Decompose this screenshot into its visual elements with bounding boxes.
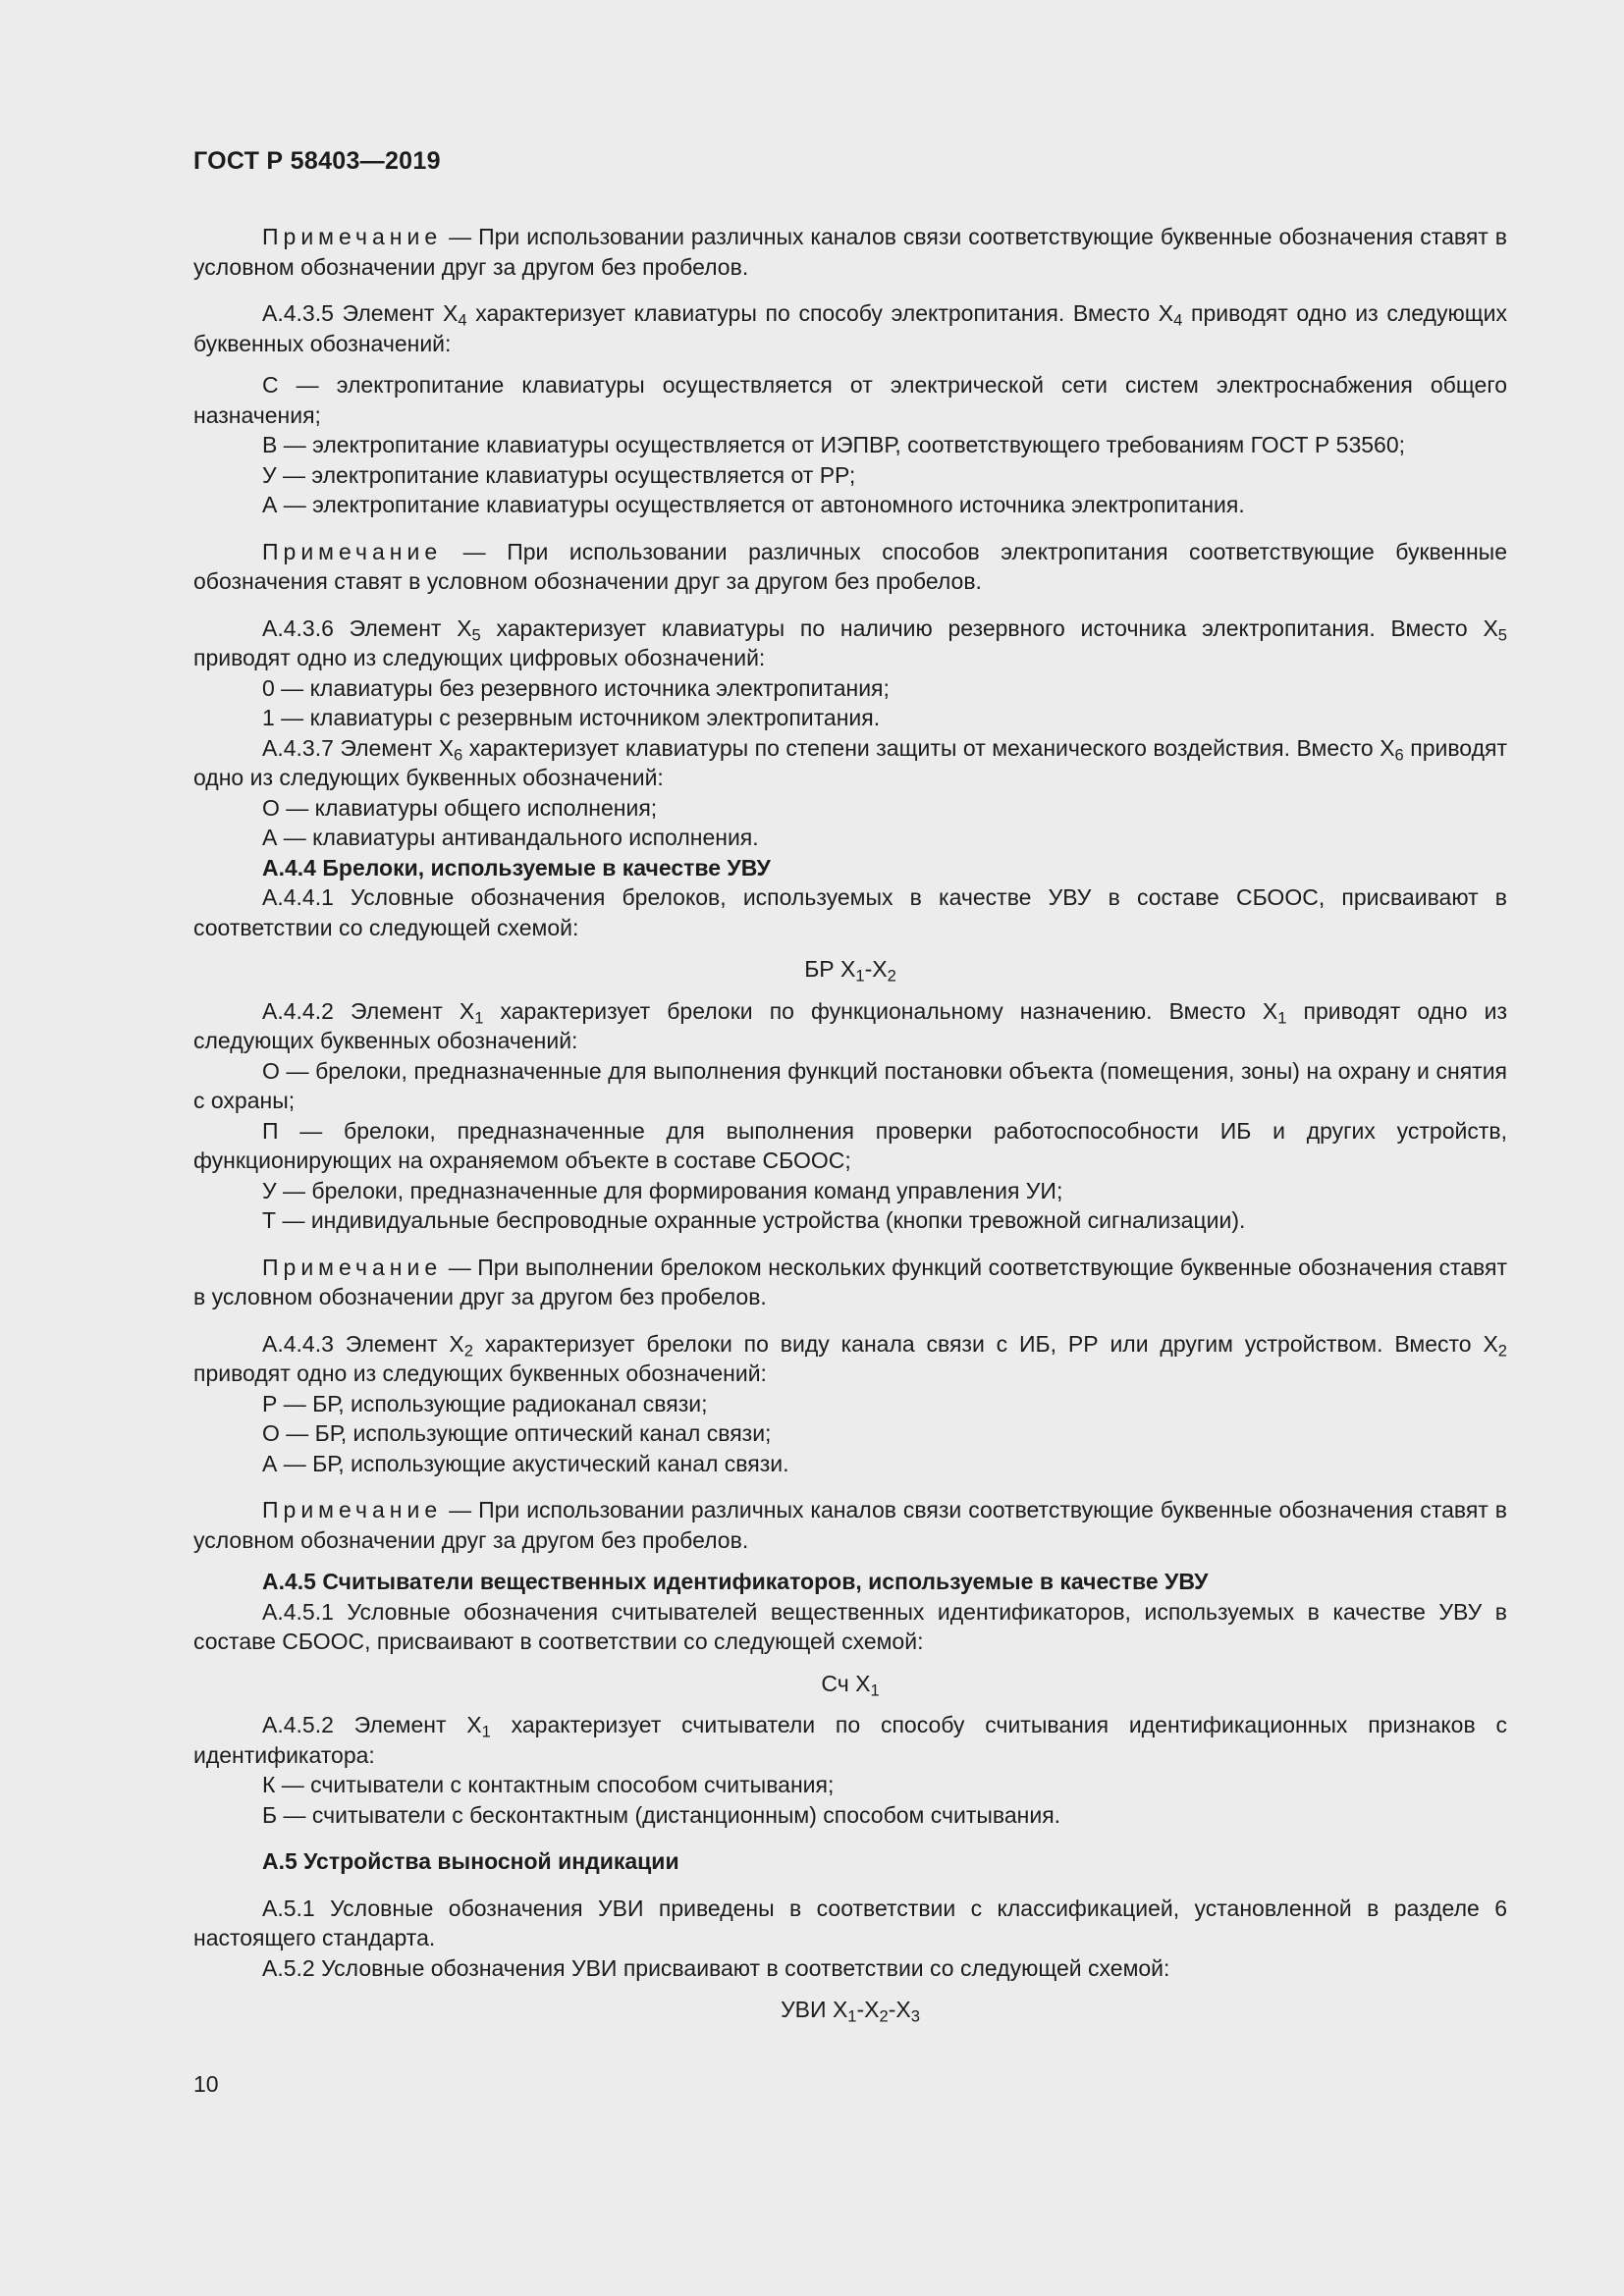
- clause-a443: А.4.4.3 Элемент $X_2$ характеризует брелоки по виду канала связи с ИБ, РР или другим устройством. Вместо $X_2$ приводят одно из следующих буквенных обозначений:: [193, 1330, 1507, 1386]
- note-label: Примечание: [262, 1254, 443, 1280]
- list-item: 1 — клавиатуры с резервным источником электропитания.: [262, 705, 881, 730]
- note-text: — При использовании различных способов электропитания соответствующие буквенные обозначения ставят в условном обозначении друг за другом без пробелов.: [193, 538, 1507, 594]
- document-body: [193, 222, 1507, 2025]
- note-paragraph: [193, 537, 1507, 597]
- list-item: О — брелоки, предназначенные для выполнения функций постановки объекта (помещения, зоны) на охрану и снятия с охраны;: [193, 1057, 1507, 1113]
- clause-a451: А.4.5.1 Условные обозначения считывателей вещественных идентификаторов, используемых в качестве УВУ в составе СБООС, присваивают в соответствии со следующей схемой:: [193, 1598, 1507, 1654]
- list-item: В — электропитание клавиатуры осуществляется от ИЭПВР, соответствующего требованиям ГОСТ Р 53560;: [262, 432, 1406, 457]
- list-item: Б — считыватели с бесконтактным (дистанционным) способом считывания.: [262, 1801, 1061, 1828]
- document-id-header: ГОСТ Р 58403—2019: [193, 147, 441, 175]
- list-item: О — клавиатуры общего исполнения;: [262, 794, 658, 821]
- list-item: Р — БР, использующие радиоканал связи;: [262, 1390, 708, 1416]
- list-item: А — клавиатуры антивандального исполнения.: [262, 825, 759, 850]
- note-paragraph: [193, 222, 1507, 282]
- note-paragraph: [193, 1253, 1507, 1312]
- note-label: Примечание: [262, 224, 443, 249]
- section-heading-a45: А.4.5 Считыватели вещественных идентификаторов, используемые в качестве УВУ: [262, 1569, 1209, 1594]
- clause-a51: А.5.1 Условные обозначения УВИ приведены в соответствии с классификацией, установленной в разделе 6 настоящего стандарта.: [193, 1895, 1507, 1950]
- list-item: П — брелоки, предназначенные для выполнения проверки работоспособности ИБ и других устройств, функционирующих на охраняемом объекте в составе СБООС;: [193, 1117, 1507, 1173]
- list-item: О — БР, использующие оптический канал связи;: [262, 1420, 772, 1446]
- clause-a442: А.4.4.2 Элемент $X_1$ характеризует брелоки по функциональному назначению. Вместо $X_1$ приводят одно из следующих буквенных обозначений:: [193, 997, 1507, 1053]
- clause-a436: А.4.3.6 Элемент $X_5$ характеризует клавиатуры по наличию резервного источника электропитания. Вместо $X_5$ приводят одно из следующих цифровых обозначений:: [193, 614, 1507, 670]
- page-number: 10: [193, 2071, 219, 2097]
- list-item: А — БР, использующие акустический канал связи.: [262, 1450, 789, 1476]
- clause-a437: А.4.3.7 Элемент $X_6$ характеризует клавиатуры по степени защиты от механического воздействия. Вместо $X_6$ приводят одно из следующих буквенных обозначений:: [193, 734, 1507, 790]
- note-text: — При использовании различных каналов связи соответствующие буквенные обозначения ставят в условном обозначении друг за другом без пробелов.: [193, 224, 1507, 280]
- list-item: С — электропитание клавиатуры осуществляется от электрической сети систем электроснабжения общего назначения;: [193, 372, 1507, 428]
- clause-a441: А.4.4.1 Условные обозначения брелоков, используемых в качестве УВУ в составе СБООС, присваивают в соответствии со следующей схемой:: [193, 884, 1507, 940]
- list-item: К — считыватели с контактным способом считывания;: [262, 1772, 835, 1797]
- formula-sch: Сч $X_1$: [821, 1670, 880, 1700]
- formula-uvi: УВИ $X_1-X_2-X_3$: [781, 1997, 920, 2026]
- section-heading-a5: А.5 Устройства выносной индикации: [262, 1848, 679, 1874]
- list-item: Т — индивидуальные беспроводные охранные устройства (кнопки тревожной сигнализации).: [262, 1207, 1246, 1233]
- note-text: — При использовании различных каналов связи соответствующие буквенные обозначения ставят в условном обозначении друг за другом без пробелов.: [193, 1497, 1507, 1553]
- list-item: У — электропитание клавиатуры осуществляется от РР;: [262, 461, 856, 488]
- clause-a52: А.5.2 Условные обозначения УВИ присваивают в соответствии со следующей схемой:: [262, 1954, 1170, 1981]
- note-text: — При выполнении брелоком нескольких функций соответствующие буквенные обозначения ставят в условном обозначении друг за другом без пробелов.: [193, 1254, 1507, 1309]
- clause-a452: А.4.5.2 Элемент $X_1$ характеризует считыватели по способу считывания идентификационных признаков с идентификатора:: [193, 1712, 1507, 1768]
- list-item: У — брелоки, предназначенные для формирования команд управления УИ;: [262, 1177, 1063, 1203]
- note-label: Примечание: [262, 1497, 443, 1522]
- section-heading-a44: А.4.4 Брелоки, используемые в качестве УВУ: [262, 854, 771, 881]
- list-item: А — электропитание клавиатуры осуществляется от автономного источника электропитания.: [262, 492, 1245, 517]
- clause-a435: А.4.3.5 Элемент $X_4$ характеризует клавиатуры по способу электропитания. Вместо $X_4$ приводят одно из следующих буквенных обозначений:: [193, 300, 1507, 356]
- note-paragraph: [193, 1495, 1507, 1555]
- formula-br: БР $X_1-X_2$: [804, 956, 896, 986]
- note-label: Примечание: [262, 538, 443, 564]
- list-item: 0 — клавиатуры без резервного источника электропитания;: [262, 674, 890, 701]
